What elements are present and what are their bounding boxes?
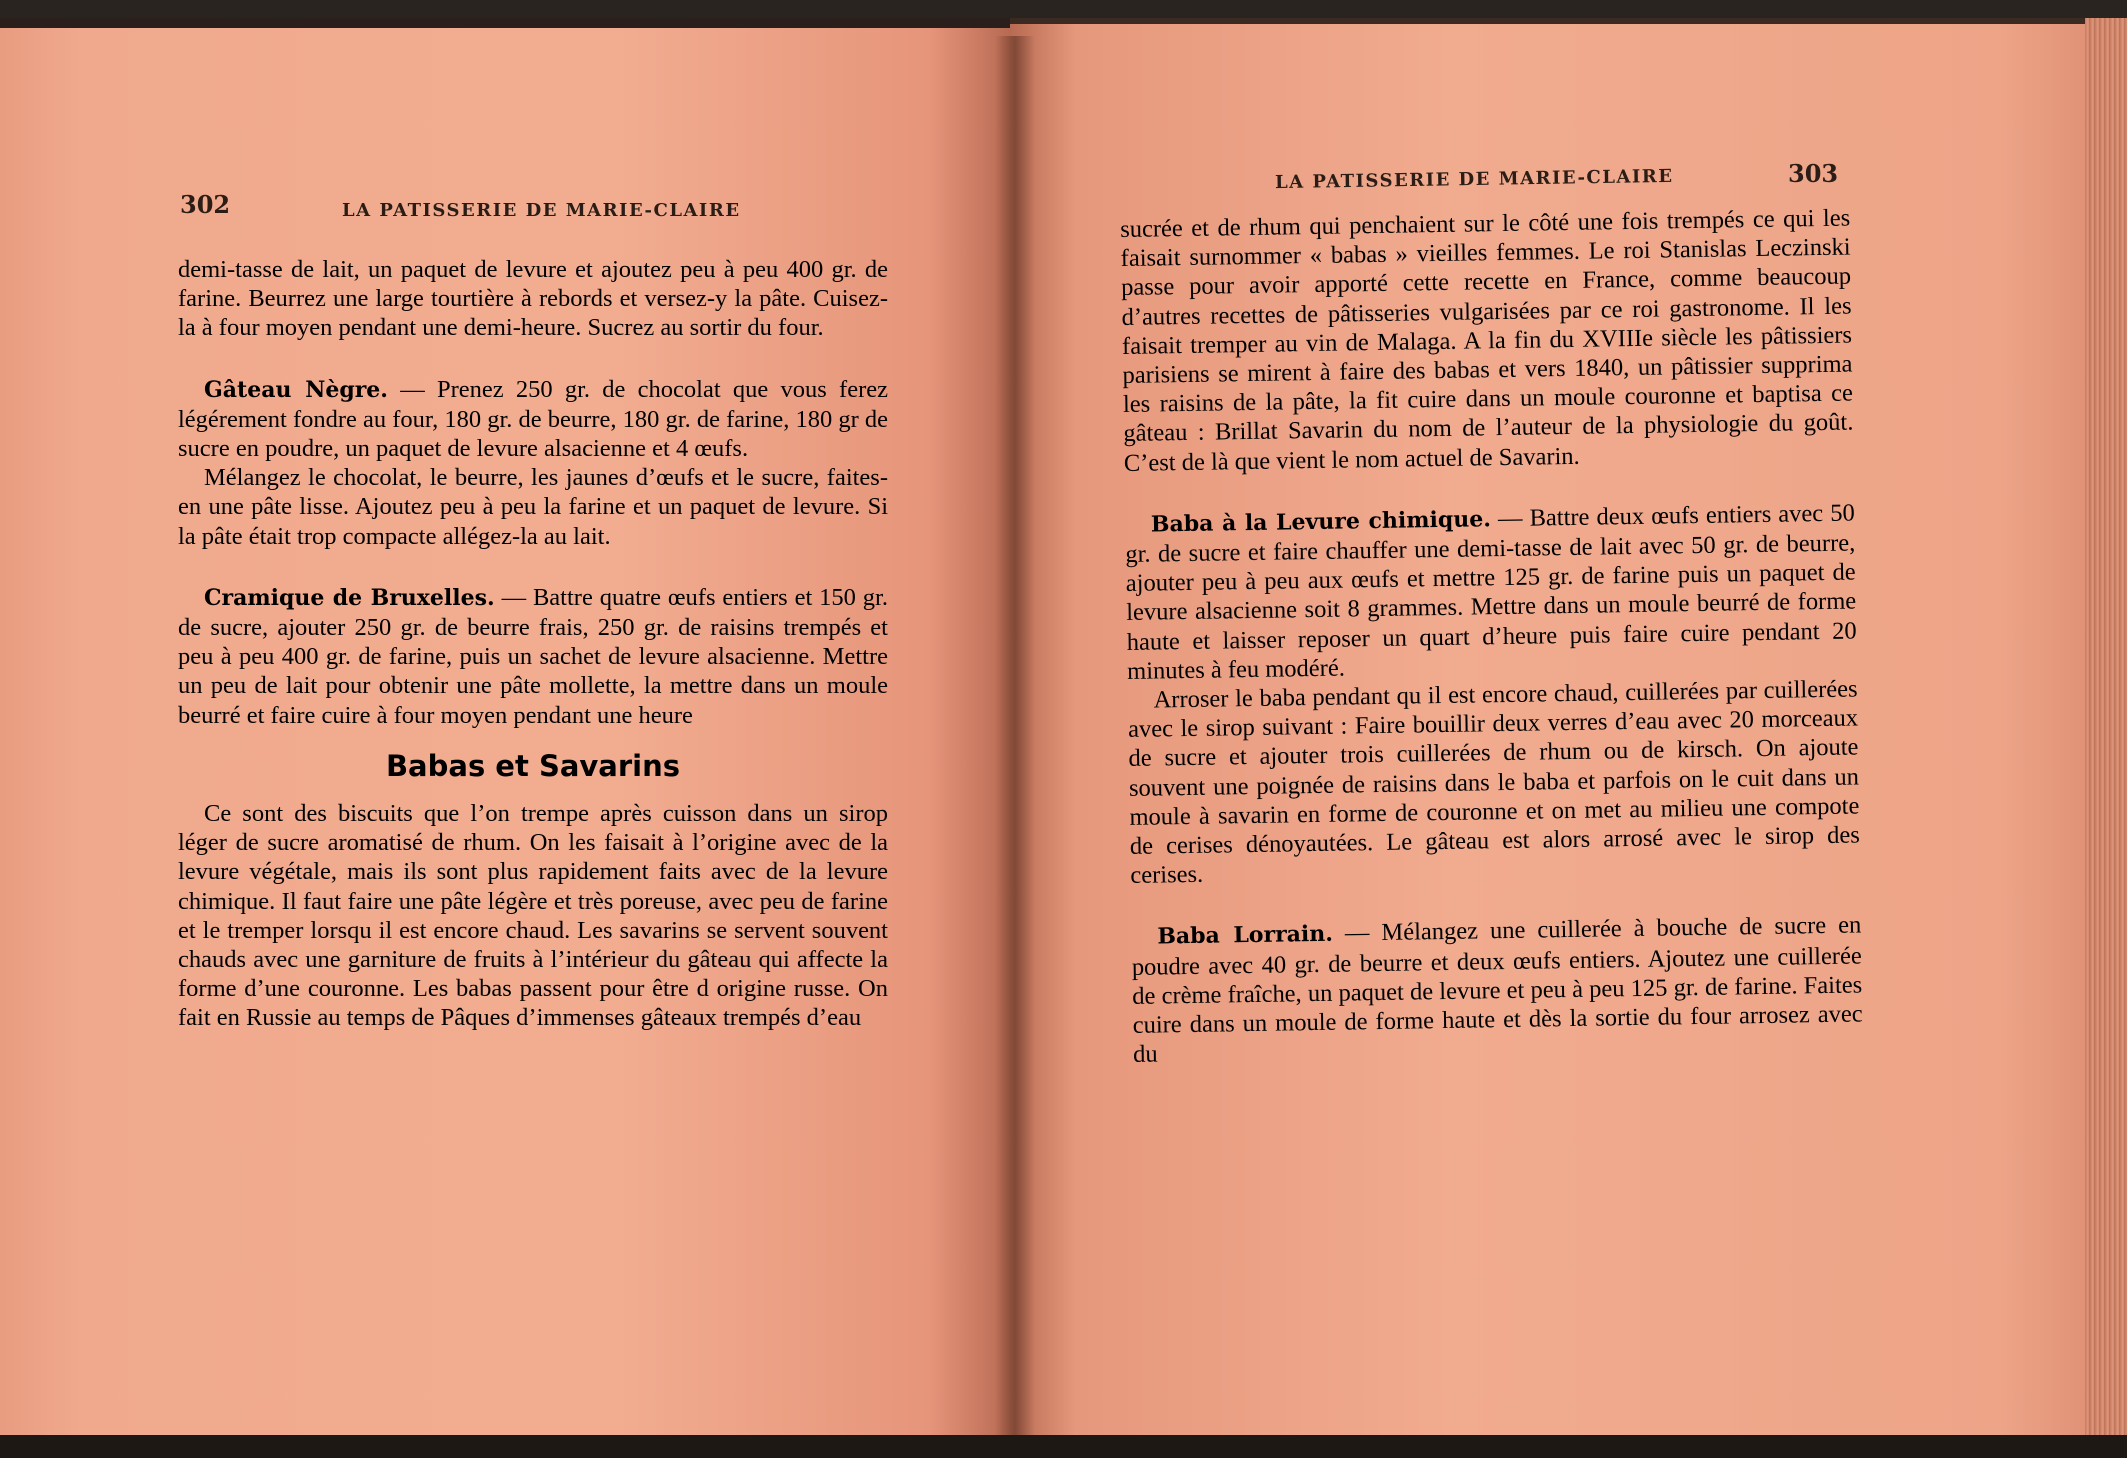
recipe-baba-levure bbox=[1125, 498, 1858, 686]
recipe-text: — Mélangez une cuillerée à bouche de sucre en poudre avec 40 gr. de beurre et deux œufs entiers. Ajoutez une cuillerée de crème fraîche, un paquet de levure et peu à peu 125 gr. de farine. Faites cuire dans un moule de forme haute et dès la sortie du four arrosez avec du bbox=[1131, 911, 1863, 1069]
paragraph: Arroser le baba pendant qu il est encore chaud, cuillerées par cuillerées avec le sirop suivant : Faire bouillir deux verres d’eau avec 20 morceaux de sucre et ajouter trois cuillerées de rhum ou de kirsch. On ajoute souvent une poignée de raisins dans le baba et parfois on le cuit dans un moule à savarin en forme de couronne et on met au milieu une compote de cerises dénoyautées. Le gâteau est alors arrosé avec le sirop des cerises. bbox=[1127, 675, 1861, 890]
page-number: 303 bbox=[1788, 159, 1839, 188]
section-title: Babas et Savarins bbox=[385, 748, 681, 783]
book-gutter bbox=[995, 36, 1035, 1456]
page-edges bbox=[2085, 18, 2127, 1438]
page-number: 302 bbox=[180, 190, 231, 219]
left-page-text bbox=[178, 255, 888, 1033]
recipe-cramique bbox=[178, 583, 888, 730]
recipe-gateau-negre bbox=[178, 375, 888, 464]
recipe-title: Gâteau Nègre. bbox=[204, 376, 388, 403]
recipe-title: Baba Lorrain. bbox=[1157, 921, 1334, 950]
paragraph: demi-tasse de lait, un paquet de levure et ajoutez peu à peu 400 gr. de farine. Beurrez une large tourtière à rebords et versez-y la pâte. Cuisez-la à four moyen pendant une demi-heure. Sucrez au sortir du four. bbox=[178, 256, 888, 342]
right-page-text bbox=[1120, 204, 1863, 1070]
recipe-title: Baba à la Levure chimique. bbox=[1150, 506, 1492, 538]
recipe-text: — Prenez 250 gr. de chocolat que vous ferez légérement fondre au four, 180 gr. de beurre, 180 gr. de farine, 180 gr de sucre en poudre, un paquet de levure alsacienne et 4 œufs. bbox=[178, 375, 888, 463]
recipe-text: — Battre quatre œufs entiers et 150 gr. de sucre, ajouter 250 gr. de beurre frais, 250 gr. de raisins trempés et peu à peu 400 gr. de farine, puis un sachet de levure alsacienne. Mettre un peu de lait pour obtenir une pâte mollette, la mettre dans un moule beurré et faire cuire à four moyen pendant une heure bbox=[178, 583, 888, 729]
paragraph: sucrée et de rhum qui penchaient sur le côté une fois trempés ce qui les faisait surnommer « babas » vieilles femmes. Le roi Stanislas Leczinski passe pour avoir apporté cette recette en France, comme beaucoup d’autres recettes de pâtisseries vulgarisées par ce roi gastronome. Il les faisait tremper au vin de Malaga. A la fin du XVIIIe siècle les pâtissiers parisiens se mirent à faire des babas et vers 1840, un pâtissier supprima les raisins de la pâte, la fit cuire dans un moule couronne et baptisa ce gâteau : Brillat Savarin du nom de l’auteur de la physiologie du goût. C’est de là que vient le nom actuel de Savarin. bbox=[1120, 204, 1854, 477]
paragraph: Mélangez le chocolat, le beurre, les jaunes d’œufs et le sucre, faites-en une pâte lisse. Ajoutez peu à peu la farine et un paquet de levure. Si la pâte était trop compacte allégez-la au lait. bbox=[178, 464, 888, 550]
running-header: LA PATISSERIE DE MARIE-CLAIRE bbox=[1274, 165, 1674, 194]
recipe-baba-lorrain bbox=[1131, 911, 1863, 1069]
recipe-text: — Battre deux œufs entiers avec 50 gr. de sucre et faire chauffer une demi-tasse de lait avec 50 gr. de beurre, ajouter peu à peu aux œufs et mettre 125 gr. de farine puis un paquet de levure alsacienne soit 8 grammes. Mettre dans un moule beurré de forme haute et laisser reposer un quart d’heure puis faire cuire pendant 20 minutes à feu modéré. bbox=[1125, 499, 1857, 685]
book-bottom-edge bbox=[0, 1435, 2127, 1458]
running-header: LA PATISSERIE DE MARIE-CLAIRE bbox=[342, 200, 741, 221]
paragraph: Ce sont des biscuits que l’on trempe après cuisson dans un sirop léger de sucre aromatisé de rhum. On les faisait à l’origine avec de la levure végétale, mais ils sont plus rapidement faits avec de la levure chimique. Il faut faire une pâte légère et très poreuse, avec peu de farine et le tremper lorsqu il est encore chaud. Les savarins se servent souvent chauds avec une garniture de fruits à l’intérieur du gâteau qui affecte la forme d’une couronne. Les babas passent pour être d origine russe. On fait en Russie au temps de Pâques d’immenses gâteaux trempés d’eau bbox=[178, 800, 888, 1032]
recipe-title: Cramique de Bruxelles. bbox=[204, 584, 495, 611]
